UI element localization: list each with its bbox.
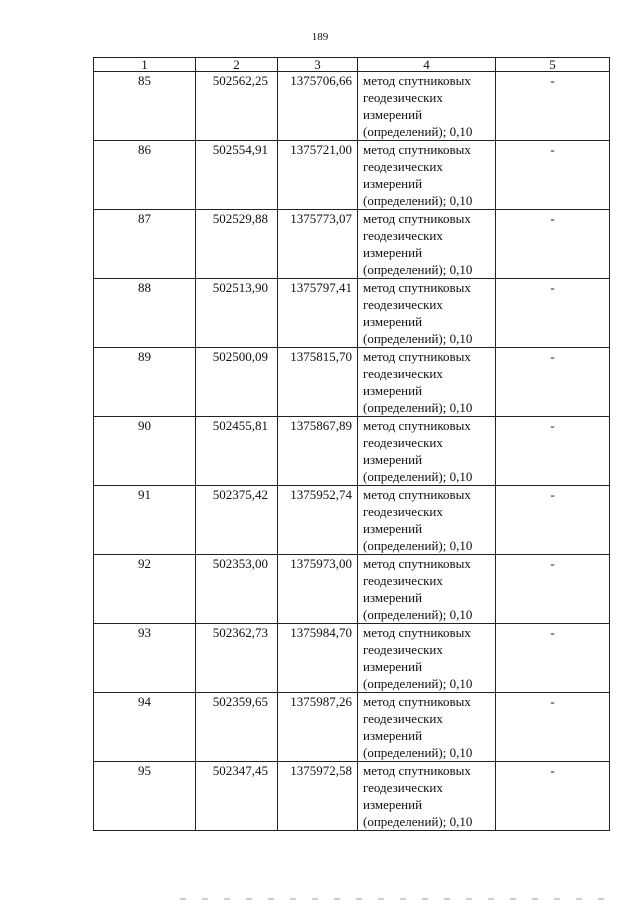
coordinate-y-cell: 1375867,89: [278, 417, 358, 486]
method-line: (определений); 0,10: [363, 607, 473, 622]
method-cell: [358, 486, 496, 555]
coordinate-y-cell: 1375987,26: [278, 693, 358, 762]
method-line: измерений: [363, 107, 423, 122]
method-line: (определений); 0,10: [363, 538, 473, 553]
table-header: [94, 58, 610, 72]
point-number-cell: 95: [94, 762, 196, 831]
method-line: измерений: [363, 452, 423, 467]
note-cell: -: [496, 279, 610, 348]
method-line: (определений); 0,10: [363, 193, 473, 208]
point-number-cell: 94: [94, 693, 196, 762]
coordinate-x-cell: 502500,09: [196, 348, 278, 417]
coordinate-y-cell: 1375972,58: [278, 762, 358, 831]
method-cell: [358, 141, 496, 210]
note-cell: -: [496, 141, 610, 210]
method-line: метод спутниковых: [363, 211, 471, 226]
coordinate-x-cell: 502562,25: [196, 72, 278, 141]
coordinate-y-cell: 1375973,00: [278, 555, 358, 624]
method-line: геодезических: [363, 159, 443, 174]
table-row: [94, 141, 610, 210]
table-row: [94, 417, 610, 486]
table-row: [94, 486, 610, 555]
point-number-cell: 92: [94, 555, 196, 624]
point-number-cell: 88: [94, 279, 196, 348]
method-line: (определений); 0,10: [363, 400, 473, 415]
method-cell: [358, 279, 496, 348]
coordinate-x-cell: 502375,42: [196, 486, 278, 555]
coordinate-y-cell: 1375797,41: [278, 279, 358, 348]
method-cell: [358, 555, 496, 624]
method-line: (определений); 0,10: [363, 814, 473, 829]
header-cell-2: 2: [196, 58, 278, 72]
method-line: геодезических: [363, 435, 443, 450]
coordinate-y-cell: 1375706,66: [278, 72, 358, 141]
point-number-cell: 86: [94, 141, 196, 210]
method-line: геодезических: [363, 90, 443, 105]
table-row: [94, 348, 610, 417]
method-line: геодезических: [363, 780, 443, 795]
method-line: геодезических: [363, 573, 443, 588]
note-cell: -: [496, 555, 610, 624]
note-cell: -: [496, 210, 610, 279]
method-line: (определений); 0,10: [363, 124, 473, 139]
method-cell: [358, 417, 496, 486]
method-cell: [358, 210, 496, 279]
method-line: измерений: [363, 797, 423, 812]
note-cell: -: [496, 486, 610, 555]
method-line: метод спутниковых: [363, 73, 471, 88]
coordinate-y-cell: 1375984,70: [278, 624, 358, 693]
method-line: измерений: [363, 659, 423, 674]
method-line: метод спутниковых: [363, 625, 471, 640]
method-cell: [358, 72, 496, 141]
point-number-cell: 89: [94, 348, 196, 417]
point-number-cell: 85: [94, 72, 196, 141]
method-line: метод спутниковых: [363, 763, 471, 778]
method-line: (определений); 0,10: [363, 262, 473, 277]
method-line: геодезических: [363, 711, 443, 726]
header-cell-4: 4: [358, 58, 496, 72]
method-line: метод спутниковых: [363, 280, 471, 295]
coordinate-y-cell: 1375773,07: [278, 210, 358, 279]
header-row: [94, 58, 610, 72]
coordinate-x-cell: 502359,65: [196, 693, 278, 762]
coordinate-x-cell: 502347,45: [196, 762, 278, 831]
method-line: метод спутниковых: [363, 418, 471, 433]
scan-artifact: [180, 898, 610, 900]
table-row: [94, 72, 610, 141]
coordinate-y-cell: 1375815,70: [278, 348, 358, 417]
table-row: [94, 279, 610, 348]
method-line: измерений: [363, 521, 423, 536]
table-row: [94, 624, 610, 693]
table-body: [94, 72, 610, 831]
note-cell: -: [496, 762, 610, 831]
method-line: метод спутниковых: [363, 349, 471, 364]
coordinate-x-cell: 502455,81: [196, 417, 278, 486]
method-line: геодезических: [363, 642, 443, 657]
method-line: метод спутниковых: [363, 556, 471, 571]
coordinate-x-cell: 502353,00: [196, 555, 278, 624]
method-cell: [358, 624, 496, 693]
point-number-cell: 87: [94, 210, 196, 279]
note-cell: -: [496, 624, 610, 693]
coordinate-y-cell: 1375721,00: [278, 141, 358, 210]
header-cell-5: 5: [496, 58, 610, 72]
point-number-cell: 93: [94, 624, 196, 693]
table-row: [94, 210, 610, 279]
point-number-cell: 91: [94, 486, 196, 555]
coordinate-x-cell: 502554,91: [196, 141, 278, 210]
note-cell: -: [496, 348, 610, 417]
page-number: 189: [311, 31, 329, 43]
coordinates-table: [93, 57, 610, 831]
method-line: метод спутниковых: [363, 487, 471, 502]
note-cell: -: [496, 693, 610, 762]
method-cell: [358, 348, 496, 417]
method-line: (определений); 0,10: [363, 331, 473, 346]
method-line: (определений); 0,10: [363, 745, 473, 760]
method-line: измерений: [363, 314, 423, 329]
method-line: измерений: [363, 728, 423, 743]
method-line: метод спутниковых: [363, 142, 471, 157]
header-cell-3: 3: [278, 58, 358, 72]
table-row: [94, 555, 610, 624]
method-line: (определений); 0,10: [363, 676, 473, 691]
method-line: метод спутниковых: [363, 694, 471, 709]
method-line: измерений: [363, 383, 423, 398]
coordinate-x-cell: 502362,73: [196, 624, 278, 693]
coordinate-y-cell: 1375952,74: [278, 486, 358, 555]
coordinate-x-cell: 502513,90: [196, 279, 278, 348]
method-line: геодезических: [363, 504, 443, 519]
method-line: геодезических: [363, 297, 443, 312]
table-row: [94, 762, 610, 831]
method-line: измерений: [363, 245, 423, 260]
header-cell-1: 1: [94, 58, 196, 72]
method-line: измерений: [363, 590, 423, 605]
method-cell: [358, 762, 496, 831]
method-line: измерений: [363, 176, 423, 191]
method-line: (определений); 0,10: [363, 469, 473, 484]
table-row: [94, 693, 610, 762]
point-number-cell: 90: [94, 417, 196, 486]
method-line: геодезических: [363, 228, 443, 243]
method-line: геодезических: [363, 366, 443, 381]
note-cell: -: [496, 72, 610, 141]
method-cell: [358, 693, 496, 762]
coordinate-x-cell: 502529,88: [196, 210, 278, 279]
note-cell: -: [496, 417, 610, 486]
